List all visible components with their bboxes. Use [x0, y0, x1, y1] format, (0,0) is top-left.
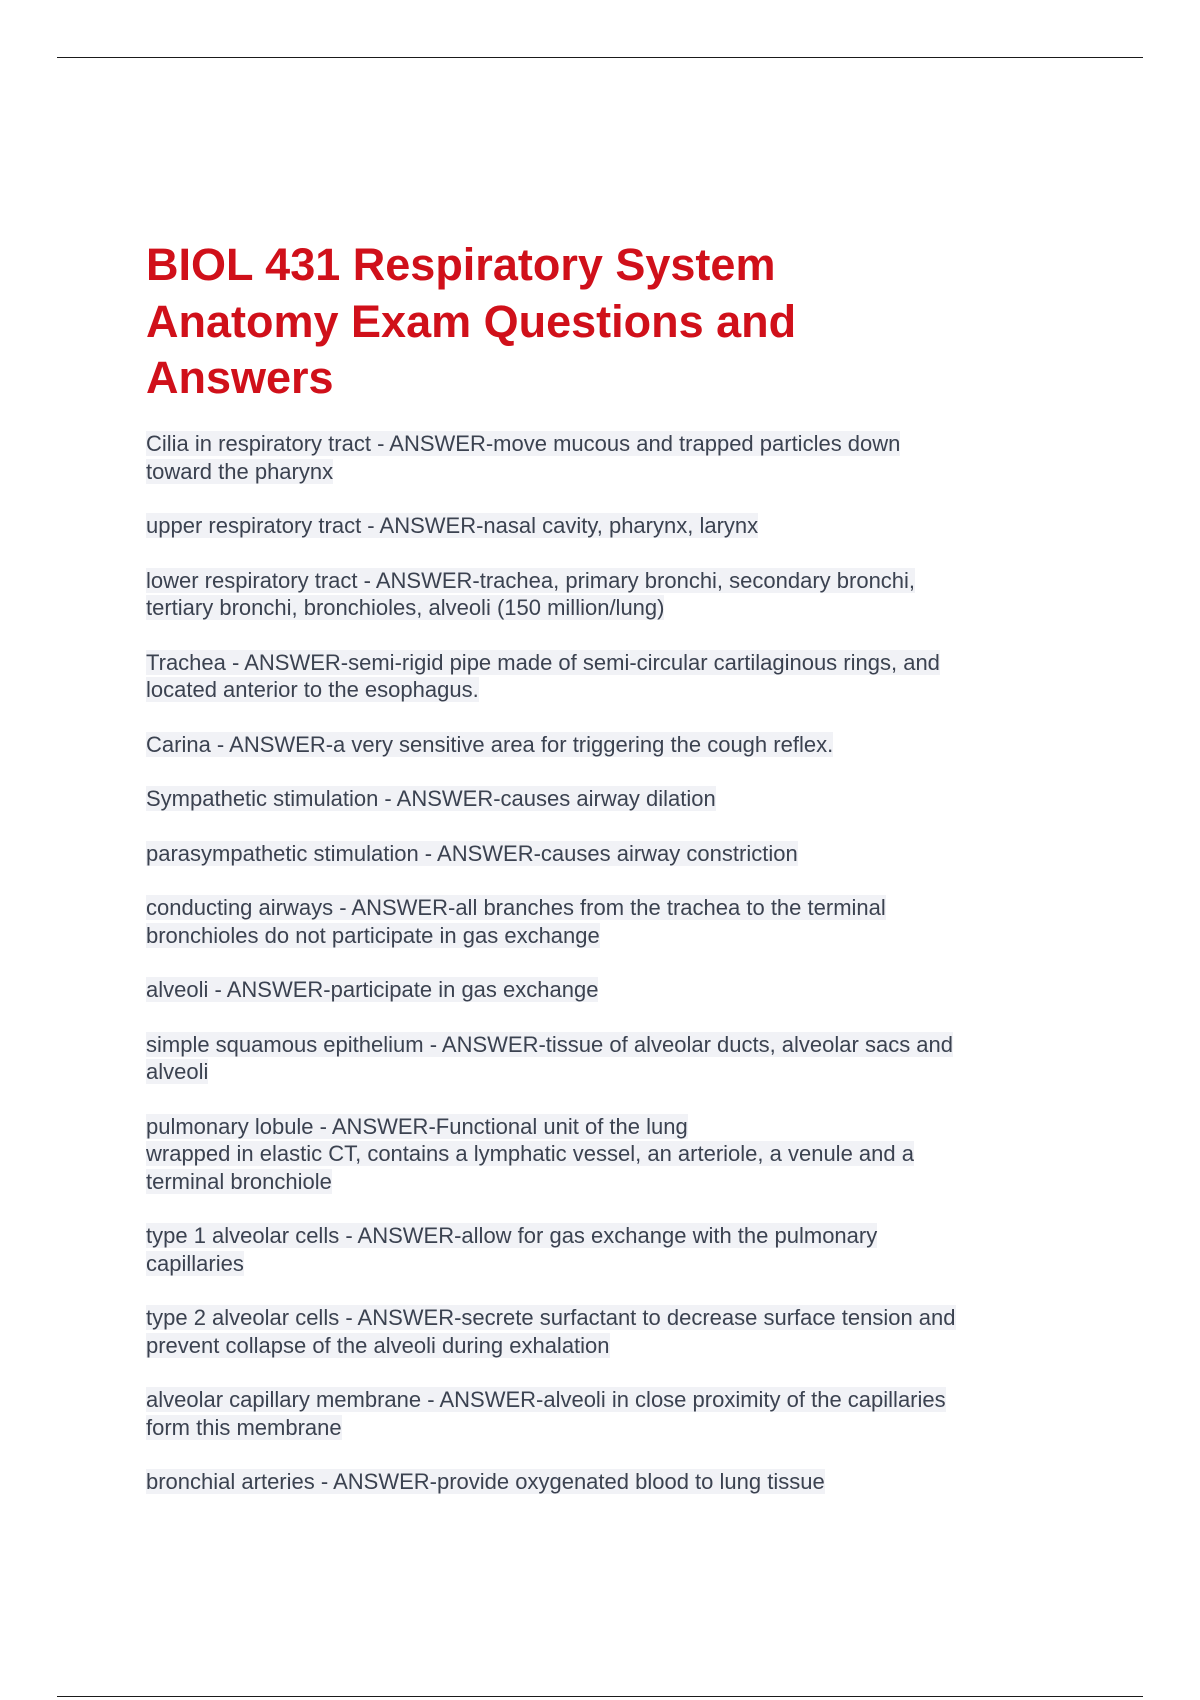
qa-line-text: simple squamous epithelium - ANSWER-tissue of alveolar ducts, alveolar sacs and [146, 1031, 954, 1057]
qa-line [146, 1304, 1046, 1332]
qa-line-text: bronchial arteries - ANSWER-provide oxygenated blood to lung tissue [146, 1469, 825, 1494]
qa-line-text: lower respiratory tract - ANSWER-trachea, primary bronchi, secondary bronchi, [146, 567, 916, 593]
qa-line [146, 676, 1046, 704]
qa-line-text: Sympathetic stimulation - ANSWER-causes airway dilation [146, 786, 716, 811]
qa-line [146, 1414, 1046, 1442]
qa-item [146, 785, 1046, 813]
qa-line [146, 976, 1046, 1004]
qa-line [146, 458, 1046, 486]
qa-line [146, 512, 1046, 540]
qa-line-text: bronchioles do not participate in gas exchange [146, 922, 600, 948]
qa-line-text: located anterior to the esophagus. [146, 677, 479, 702]
qa-item [146, 1304, 1046, 1359]
qa-item [146, 731, 1046, 759]
qa-item [146, 894, 1046, 949]
qa-line [146, 1113, 1046, 1141]
qa-line-text: conducting airways - ANSWER-all branches from the trachea to the terminal [146, 895, 886, 920]
qa-line-text: Carina - ANSWER-a very sensitive area for triggering the cough reflex. [146, 731, 834, 757]
qa-item [146, 1031, 1046, 1086]
qa-line [146, 1250, 1046, 1278]
qa-item [146, 430, 1046, 485]
qa-line [146, 1468, 1046, 1496]
qa-line [146, 785, 1046, 813]
qa-line [146, 1332, 1046, 1360]
qa-line-text: type 1 alveolar cells - ANSWER-allow for gas exchange with the pulmonary [146, 1223, 878, 1248]
qa-line-text: pulmonary lobule - ANSWER-Functional unit of the lung [146, 1113, 688, 1139]
qa-line-text: alveoli [146, 1059, 209, 1084]
qa-item [146, 840, 1046, 868]
qa-line-text: tertiary bronchi, bronchioles, alveoli (150 million/lung) [146, 595, 665, 620]
qa-item [146, 512, 1046, 540]
qa-line-text: upper respiratory tract - ANSWER-nasal cavity, pharynx, larynx [146, 513, 759, 538]
qa-item [146, 976, 1046, 1004]
qa-line [146, 731, 1046, 759]
qa-item [146, 649, 1046, 704]
qa-item [146, 1386, 1046, 1441]
qa-line-text: type 2 alveolar cells - ANSWER-secrete surfactant to decrease surface tension and [146, 1305, 956, 1330]
qa-line [146, 1222, 1046, 1250]
qa-item [146, 1113, 1046, 1196]
qa-line [146, 1140, 1046, 1168]
qa-line-text: Trachea - ANSWER-semi-rigid pipe made of semi-circular cartilaginous rings, and [146, 649, 940, 675]
qa-line-text: capillaries [146, 1250, 244, 1276]
qa-line [146, 430, 1046, 458]
qa-item [146, 1468, 1046, 1496]
qa-line [146, 567, 1046, 595]
qa-line-text: Cilia in respiratory tract - ANSWER-move mucous and trapped particles down [146, 431, 901, 456]
qa-line-text: alveoli - ANSWER-participate in gas exchange [146, 977, 599, 1002]
qa-line [146, 1058, 1046, 1086]
qa-line-text: prevent collapse of the alveoli during exhalation [146, 1332, 610, 1358]
qa-line [146, 1168, 1046, 1196]
qa-line [146, 894, 1046, 922]
qa-line [146, 840, 1046, 868]
qa-line-text: terminal bronchiole [146, 1168, 332, 1194]
qa-line-text: toward the pharynx [146, 458, 334, 484]
qa-line [146, 649, 1046, 677]
qa-line-text: alveolar capillary membrane - ANSWER-alveoli in close proximity of the capillaries [146, 1387, 946, 1412]
footer-rule [57, 1696, 1143, 1697]
qa-item [146, 1222, 1046, 1277]
qa-line-text: wrapped in elastic CT, contains a lymphatic vessel, an arteriole, a venule and a [146, 1141, 914, 1166]
qa-line [146, 1386, 1046, 1414]
qa-list [146, 430, 1046, 1523]
qa-line [146, 594, 1046, 622]
header-rule [57, 57, 1143, 58]
qa-line [146, 922, 1046, 950]
page-title: BIOL 431 Respiratory System Anatomy Exam Questions and Answers [146, 239, 797, 403]
qa-line [146, 1031, 1046, 1059]
qa-line-text: form this membrane [146, 1414, 342, 1440]
qa-item [146, 567, 1046, 622]
qa-line-text: parasympathetic stimulation - ANSWER-causes airway constriction [146, 840, 798, 866]
